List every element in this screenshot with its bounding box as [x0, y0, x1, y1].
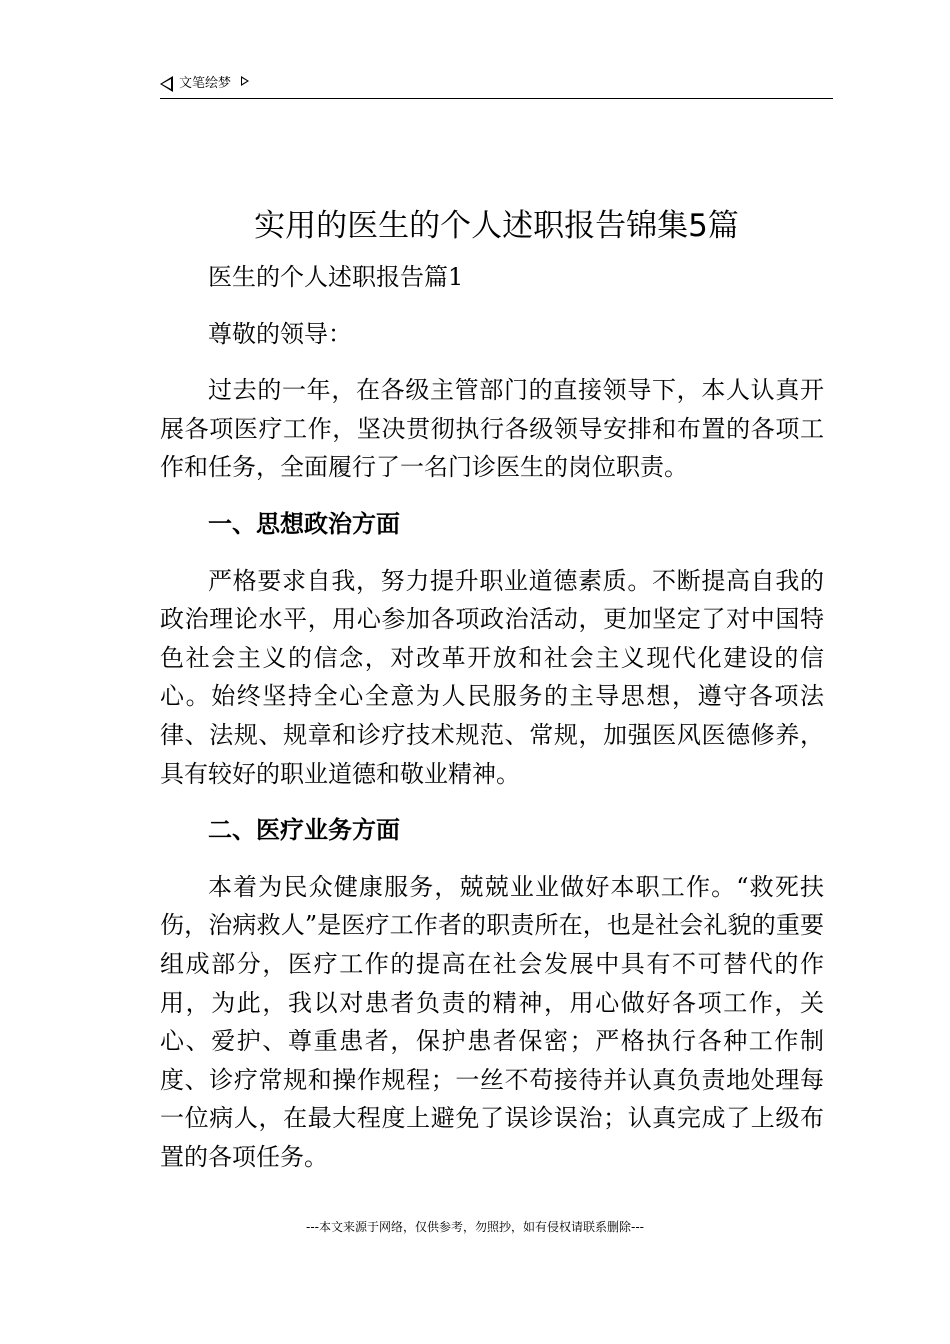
triangle-right-icon	[241, 76, 249, 86]
page-header	[160, 74, 833, 99]
document-subtitle: 医生的个人述职报告篇1	[208, 263, 464, 291]
header-brand	[160, 74, 249, 94]
triangle-left-icon	[160, 76, 173, 92]
footer-disclaimer: ---本文来源于网络，仅供参考，勿照抄，如有侵权请联系删除---	[306, 1220, 644, 1234]
salutation: 尊敬的领导：	[208, 319, 352, 348]
section-1-paragraph: 严格要求自我，努力提升职业道德素质。不断提高自我的政治理论水平，用心参加各项政治活动，更加坚定了对中国特色社会主义的信念，对改革开放和社会主义现代化建设的信心。始终坚持全心全意为人民服务的主导思想，遵守各项法律、法规、规章和诊疗技术规范、常规，加强医风医德修养，具有较好的职业道德和敬业精神。	[160, 566, 824, 788]
section-2-paragraph: 本着为民众健康服务，兢兢业业做好本职工作。“救死扶伤，治病救人”是医疗工作者的职责所在，也是社会礼貌的重要组成部分，医疗工作的提高在社会发展中具有不可替代的作用，为此，我以对患者负责的精神，用心做好各项工作，关心、爱护、尊重患者，保护患者保密；严格执行各种工作制度、诊疗常规和操作规程；一丝不苟接待并认真负责地处理每一位病人，在最大程度上避免了误诊误治；认真完成了上级布置的各项任务。	[160, 872, 824, 1171]
brand-text: 文笔绘梦	[179, 76, 232, 91]
intro-paragraph: 过去的一年，在各级主管部门的直接领导下，本人认真开展各项医疗工作，坚决贯彻执行各级领导安排和布置的各项工作和任务，全面履行了一名门诊医生的岗位职责。	[160, 376, 824, 482]
section-heading-2: 二、医疗业务方面	[208, 816, 400, 845]
section-heading-1: 一、思想政治方面	[208, 509, 400, 538]
document-body	[160, 258, 824, 1194]
document-title: 实用的医生的个人述职报告锦集5篇	[254, 208, 739, 244]
